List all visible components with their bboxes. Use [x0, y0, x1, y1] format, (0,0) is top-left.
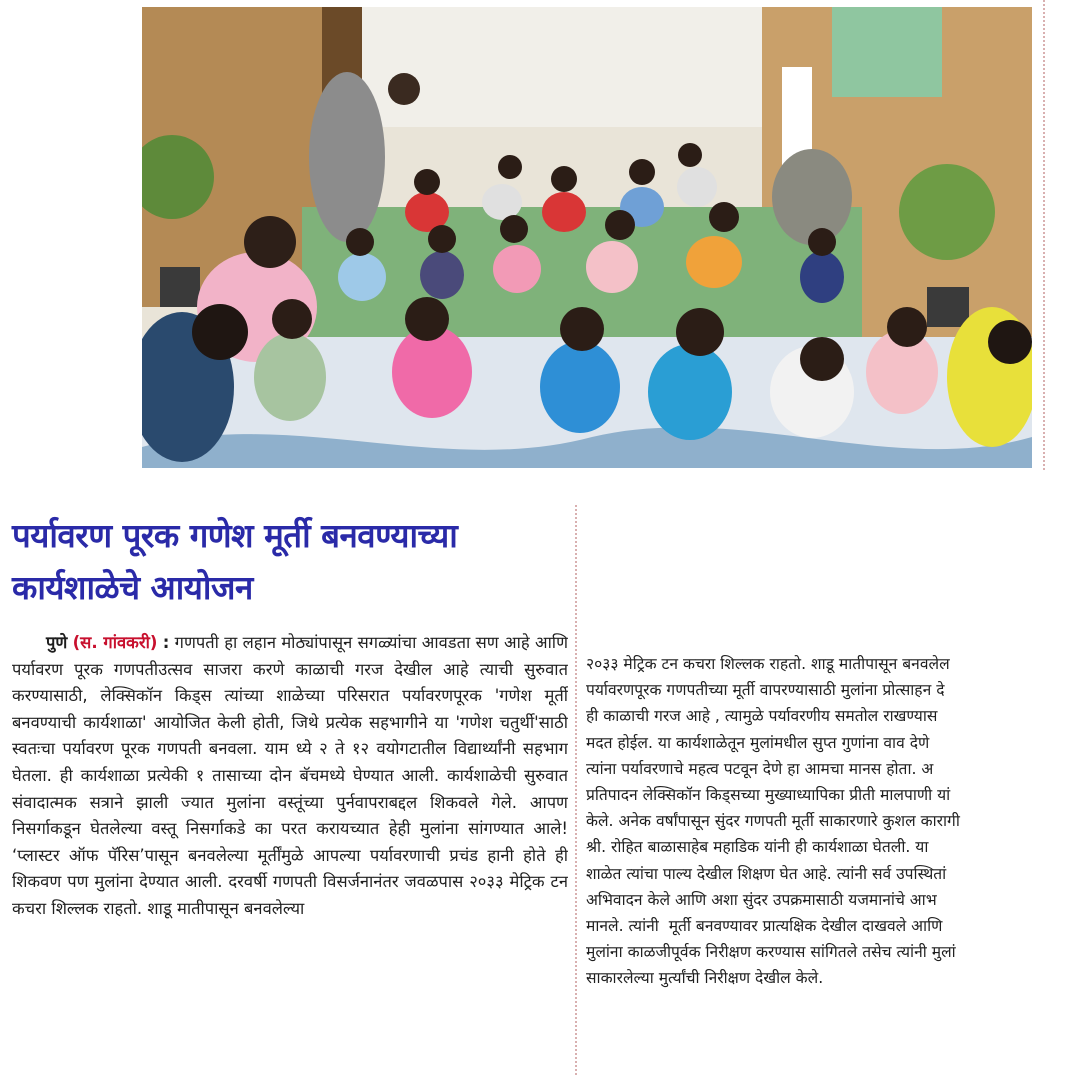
byline-colon: : [162, 633, 170, 652]
byline: (स. गांवकरी) [72, 633, 158, 652]
column-divider-right [1043, 0, 1045, 470]
right-column-line: त्यांना पर्यावरणाचे महत्व पटवून देणे हा आमचा मानस होता. अ [586, 759, 934, 778]
article-body-right-column [586, 651, 1080, 1031]
headline-line-1: पर्यावरण पूरक गणेश मूर्ती बनवण्याच्या [12, 516, 458, 555]
right-column-line: केले. अनेक वर्षांपासून सुंदर गणपती मूर्ती साकारणारे कुशल कारागी [586, 812, 960, 831]
workshop-photo-image [142, 7, 1032, 468]
dateline: पुणे [46, 633, 68, 652]
left-column-text: गणपती हा लहान मोठ्यांपासून सगळ्यांचा आवडता सण आहे आणि पर्यावरण पूरक गणपतीउत्सव साजरा करणे काळाची गरज देखील आहे त्याची सुरुवात करण्यासाठी, लेक्सिकॉन किड्स त्यांच्या शाळेच्या परिसरात पर्यावरणपूरक 'गणेश मूर्ती बनवण्याची कार्यशाळा' आयोजित केली होती, जिथे प्रत्येक सहभागीने या 'गणेश चतुर्थी'साठी स्वतःचा पर्यावरण पूरक गणपती बनवला. याम ध्ये २ ते १२ वयोगटातील विद्यार्थ्यांनी सहभाग घेतला. ही कार्यशाळा प्रत्येकी १ तासाच्या दोन बॅचमध्ये घेण्यात आली. कार्यशाळेची सुरुवात संवादात्मक सत्राने झाली ज्यात मुलांना वस्तूंच्या पुर्नवापराबद्दल शिकवले गेले. आपण निसर्गाकडून घेतलेल्या वस्तू निसर्गाकडे का परत करायच्यात हेही मुलांना सांगण्यात आले! ‘प्लास्टर ऑफ पॅरिस’पासून बनवलेल्या मूर्तींमुळे आपल्या पर्यावरणाची प्रचंड हानी होते ही शिकवण पण मुलांना देण्यात आली. दरवर्षी गणपती विसर्जनानंतर जवळपास २०३३ मेट्रिक टन कचरा शिल्लक राहतो. शाडू मातीपासून बनवलेल्या [12, 633, 568, 918]
right-column-line: २०३३ मेट्रिक टन कचरा शिल्लक राहतो. शाडू मातीपासून बनवलेल [586, 655, 950, 673]
right-column-line: श्री. रोहित बाळासाहेब महाडिक यांनी ही कार्यशाळा घेतली. या [586, 838, 929, 857]
right-column-line: मुलांना काळजीपूर्वक निरीक्षण करण्यास सांगितले तसेच त्यांनी मुलां [586, 943, 956, 962]
workshop-photo [142, 7, 1032, 468]
column-divider-middle [575, 505, 577, 1075]
right-column-line: पर्यावरणपूरक गणपतीच्या मूर्ती वापरण्यासाठी मुलांना प्रोत्साहन दे [586, 681, 945, 700]
right-column-line: मदत होईल. या कार्यशाळेतून मुलांमधील सुप्त गुणांना वाव देणे [586, 733, 930, 752]
right-column-line: अभिवादन केले आणि अशा सुंदर उपक्रमासाठी यजमानांचे आभ [586, 890, 937, 909]
headline-line-2: कार्यशाळेचे आयोजन [12, 568, 253, 607]
right-column-line: ही काळाची गरज आहे , त्यामुळे पर्यावरणीय समतोल राखण्यास [586, 707, 938, 726]
article-headline [12, 510, 567, 614]
right-column-line: साकारलेल्या मुर्त्यांची निरीक्षण देखील केले. [586, 969, 824, 988]
right-column-line: प्रतिपादन लेक्सिकॉन किड्सच्या मुख्याध्यापिका प्रीती मालपाणी यां [586, 786, 951, 805]
article-body-left-column [12, 630, 568, 1075]
right-column-line: मानले. त्यांनी मूर्ती बनवण्यावर प्रात्यक्षिक देखील दाखवले आणि [586, 917, 943, 936]
right-column-line: शाळेत त्यांचा पाल्य देखील शिक्षण घेत आहे. त्यांनी सर्व उपस्थितां [586, 864, 947, 883]
